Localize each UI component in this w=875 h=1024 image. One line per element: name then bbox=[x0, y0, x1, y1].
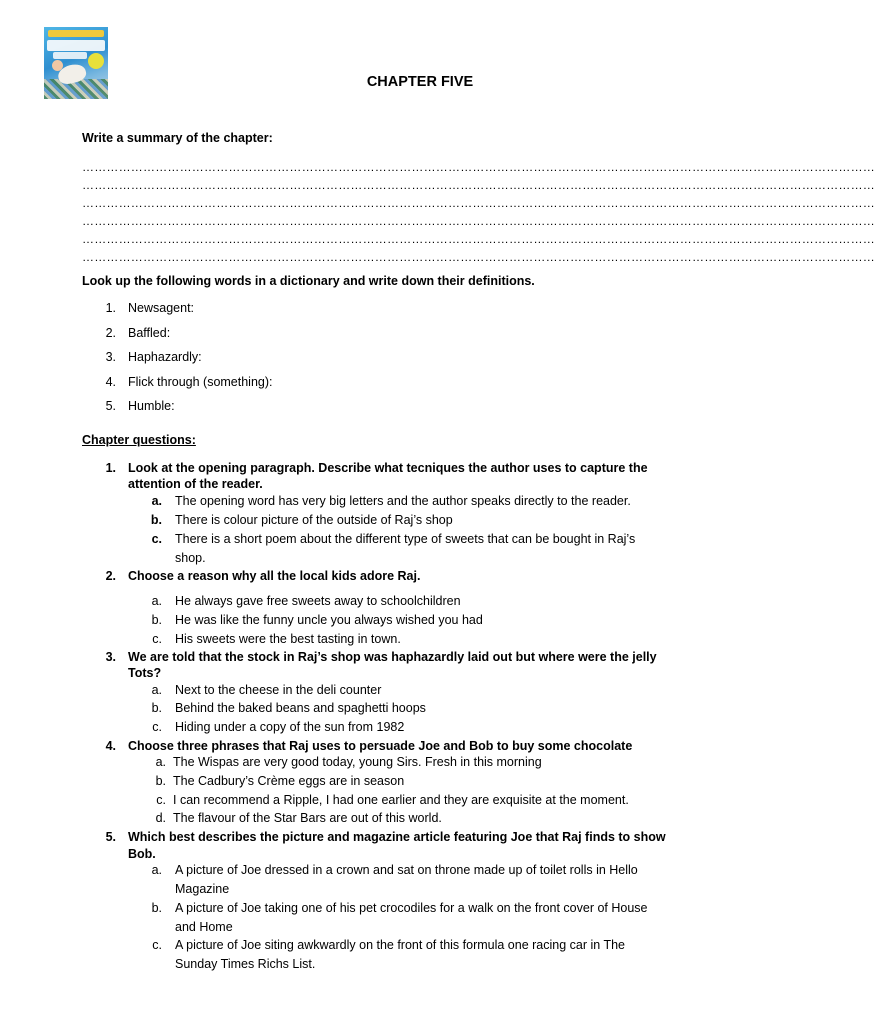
option-text: He was like the funny uncle you always wished you had bbox=[175, 613, 483, 627]
option-letter: a. bbox=[155, 755, 166, 769]
vocab-heading: Look up the following words in a dictionary and write down their definitions. bbox=[82, 274, 535, 288]
vocab-number: 4. bbox=[105, 375, 116, 389]
option-text: A picture of Joe siting awkwardly on the front of this formula one racing car in The bbox=[175, 938, 625, 952]
option-text: There is colour picture of the outside of Raj’s shop bbox=[175, 513, 453, 527]
option-text: A picture of Joe dressed in a crown and sat on throne made up of toilet rolls in Hello bbox=[175, 863, 638, 877]
option-letter: c. bbox=[152, 632, 162, 646]
answer-line[interactable]: …………………………………………………………………………………………………………………………………………………………………………… bbox=[82, 214, 875, 228]
option-text: Sunday Times Richs List. bbox=[175, 957, 316, 971]
answer-line[interactable]: …………………………………………………………………………………………………………………………………………………………………………… bbox=[82, 232, 875, 246]
option-text: Behind the baked beans and spaghetti hoops bbox=[175, 701, 426, 715]
option-letter: c. bbox=[151, 532, 162, 546]
question-text: Bob. bbox=[128, 847, 156, 861]
option-letter: a. bbox=[151, 494, 162, 508]
option-text: The Cadbury’s Crème eggs are in season bbox=[173, 774, 405, 788]
vocab-word: Humble: bbox=[128, 399, 175, 413]
question-text: Which best describes the picture and magazine article featuring Joe that Raj finds to show bbox=[128, 830, 666, 844]
question-text: Choose a reason why all the local kids adore Raj. bbox=[128, 569, 421, 583]
option-text: Hiding under a copy of the sun from 1982 bbox=[175, 720, 405, 734]
option-letter: a. bbox=[151, 594, 162, 608]
option-text: There is a short poem about the different type of sweets that can be bought in Raj’s bbox=[175, 532, 636, 546]
option-text: The opening word has very big letters and the author speaks directly to the reader. bbox=[175, 494, 631, 508]
question-text: Look at the opening paragraph. Describe what tecniques the author uses to capture the bbox=[128, 461, 648, 475]
option-text: shop. bbox=[175, 551, 206, 565]
question-number: 2. bbox=[105, 569, 116, 583]
option-text: Next to the cheese in the deli counter bbox=[175, 683, 382, 697]
vocab-number: 2. bbox=[105, 326, 116, 340]
option-letter: b. bbox=[150, 513, 162, 527]
option-letter: a. bbox=[151, 863, 162, 877]
question-text: attention of the reader. bbox=[128, 477, 263, 491]
option-text: The Wispas are very good today, young Sirs. Fresh in this morning bbox=[173, 755, 542, 769]
option-text: A picture of Joe taking one of his pet crocodiles for a walk on the front cover of House bbox=[175, 901, 648, 915]
option-letter: c. bbox=[152, 938, 162, 952]
answer-line[interactable]: …………………………………………………………………………………………………………………………………………………………………………… bbox=[82, 160, 875, 174]
question-text: Choose three phrases that Raj uses to persuade Joe and Bob to buy some chocolate bbox=[128, 739, 633, 753]
option-letter: b. bbox=[155, 774, 166, 788]
option-text: He always gave free sweets away to schoolchildren bbox=[175, 594, 461, 608]
vocab-word: Flick through (something): bbox=[128, 375, 273, 389]
question-number: 1. bbox=[105, 461, 116, 475]
option-letter: b. bbox=[151, 901, 162, 915]
vocab-word: Newsagent: bbox=[128, 301, 195, 315]
option-text: The flavour of the Star Bars are out of this world. bbox=[173, 811, 442, 825]
option-text: I can recommend a Ripple, I had one earlier and they are exquisite at the moment. bbox=[173, 793, 629, 807]
option-letter: d. bbox=[155, 811, 166, 825]
page-title: CHAPTER FIVE bbox=[366, 74, 474, 90]
option-letter: c. bbox=[152, 720, 162, 734]
vocab-word: Baffled: bbox=[128, 326, 171, 340]
questions-heading: Chapter questions: bbox=[82, 433, 196, 447]
answer-line[interactable]: …………………………………………………………………………………………………………………………………………………………………………… bbox=[82, 250, 875, 264]
option-letter: b. bbox=[151, 613, 162, 627]
question-number: 3. bbox=[105, 650, 116, 664]
option-text: and Home bbox=[175, 920, 233, 934]
vocab-number: 1. bbox=[105, 301, 116, 315]
question-number: 5. bbox=[105, 830, 116, 844]
question-number: 4. bbox=[105, 739, 116, 753]
vocab-number: 3. bbox=[105, 350, 116, 364]
option-letter: c. bbox=[156, 793, 166, 807]
summary-heading: Write a summary of the chapter: bbox=[82, 131, 273, 145]
answer-line[interactable]: …………………………………………………………………………………………………………………………………………………………………………… bbox=[82, 196, 875, 210]
option-text: His sweets were the best tasting in town. bbox=[175, 632, 401, 646]
question-text: Tots? bbox=[128, 666, 162, 680]
option-text: Magazine bbox=[175, 882, 230, 896]
option-letter: b. bbox=[151, 701, 162, 715]
vocab-word: Haphazardly: bbox=[128, 350, 202, 364]
vocab-number: 5. bbox=[105, 399, 116, 413]
option-letter: a. bbox=[151, 683, 162, 697]
question-text: We are told that the stock in Raj’s shop was haphazardly laid out but where were the jelly bbox=[128, 650, 657, 664]
answer-line[interactable]: …………………………………………………………………………………………………………………………………………………………………………… bbox=[82, 178, 875, 192]
